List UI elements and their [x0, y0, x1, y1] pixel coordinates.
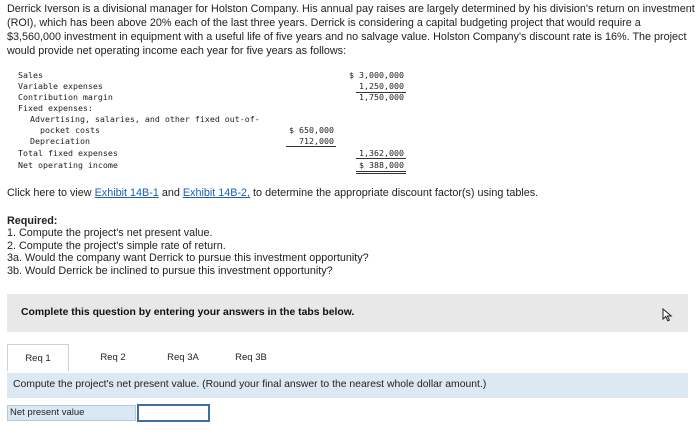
variable-expenses-label: Variable expenses — [18, 81, 103, 91]
required-header: Required: — [7, 215, 58, 227]
contribution-margin-value: 1,750,000 — [359, 92, 404, 102]
required-item: 1. Compute the project's net present value. — [7, 227, 213, 240]
banner-text: Complete this question by entering your answers in the tabs below. — [21, 307, 355, 318]
npv-input[interactable] — [137, 404, 210, 422]
tab-instruction-bar — [7, 373, 688, 398]
problem-intro: Derrick Iverson is a divisional manager for Holston Company. His annual pay raises are largely determined by his division's return on investment (ROI), which has been above 20% each of the last three years. Derrick is considering a capital budgeting project that would require a $3,560,000 investment in equipment with a useful life of five years and no salvage value. Holston Company's discount rate is 16%. The project would provide net operating income each year for five years as follows: — [7, 3, 695, 57]
click-middle: and — [158, 187, 183, 199]
rule-3 — [356, 158, 406, 159]
required-item: 3b. Would Derrick be inclined to pursue this investment opportunity? — [7, 264, 333, 277]
required-item: 3a. Would the company want Derrick to pursue this investment opportunity? — [7, 252, 369, 265]
total-fixed-label: Total fixed expenses — [18, 148, 118, 158]
depreciation-label: Depreciation — [30, 136, 90, 146]
net-operating-income-value: $ 388,000 — [359, 160, 404, 170]
tab-req-3b[interactable]: Req 3B — [235, 351, 267, 363]
net-operating-income-label: Net operating income — [18, 160, 118, 170]
sales-label: Sales — [18, 70, 43, 80]
tab-instruction: Compute the project's net present value. (Round your final answer to the nearest whole dollar amount.) — [13, 379, 487, 390]
click-prefix: Click here to view — [7, 187, 95, 199]
income-statement — [0, 0, 700, 180]
npv-label: Net present value — [7, 405, 136, 421]
exhibit-instructions — [7, 187, 538, 199]
rule-4 — [356, 171, 406, 172]
exhibit-14b-2-link[interactable]: Exhibit 14B-2, — [182, 187, 251, 199]
contribution-margin-label: Contribution margin — [18, 92, 113, 102]
advertising-value: $ 650,000 — [289, 125, 334, 135]
advertising-label-line2: pocket costs — [40, 125, 100, 135]
tab-req-3a[interactable]: Req 3A — [167, 351, 199, 363]
variable-expenses-value: 1,250,000 — [359, 81, 404, 91]
total-fixed-value: 1,362,000 — [359, 148, 404, 158]
exhibit-14b-1-link[interactable]: Exhibit 14B-1 — [94, 187, 159, 199]
tab-req-2[interactable]: Req 2 — [100, 351, 126, 363]
rule-5 — [356, 173, 406, 174]
click-suffix: to determine the appropriate discount factor(s) using tables. — [250, 187, 539, 199]
sales-value: $ 3,000,000 — [349, 70, 404, 80]
advertising-label-line1: Advertising, salaries, and other fixed out-of- — [30, 114, 260, 124]
depreciation-value: 712,000 — [299, 136, 334, 146]
requirement-tabs — [7, 344, 688, 370]
required-item: 2. Compute the project's simple rate of return. — [7, 239, 226, 252]
instruction-banner — [7, 294, 688, 332]
required-section — [7, 215, 369, 277]
fixed-expenses-label: Fixed expenses: — [18, 103, 93, 113]
tab-req-1[interactable]: Req 1 — [7, 344, 69, 371]
rule-2 — [286, 146, 336, 147]
mouse-pointer-icon — [662, 308, 674, 322]
